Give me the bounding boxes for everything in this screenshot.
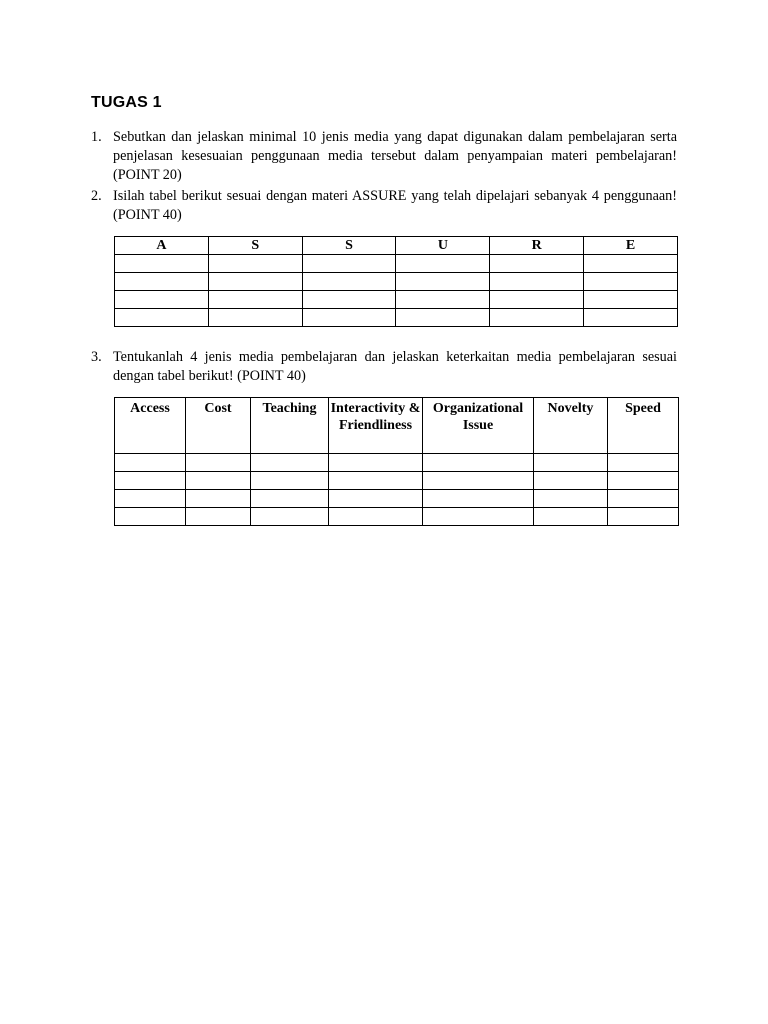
table-cell xyxy=(396,291,490,309)
table-cell xyxy=(608,490,679,508)
table-cell xyxy=(490,273,584,291)
table-cell xyxy=(115,454,186,472)
table-cell xyxy=(208,273,302,291)
column-header: Cost xyxy=(186,398,251,454)
table-cell xyxy=(115,309,209,327)
table-cell xyxy=(534,490,608,508)
table-cell xyxy=(115,508,186,526)
table-cell xyxy=(208,255,302,273)
column-header: Organizational Issue xyxy=(423,398,534,454)
actions-table xyxy=(114,397,679,526)
actions-table-body xyxy=(115,454,679,526)
table-cell xyxy=(186,454,251,472)
table-cell xyxy=(115,273,209,291)
table-cell xyxy=(302,291,396,309)
table-cell xyxy=(490,255,584,273)
table-cell xyxy=(251,454,329,472)
column-header: U xyxy=(396,237,490,255)
task-item-3 xyxy=(91,348,677,386)
table-cell xyxy=(329,472,423,490)
table-row xyxy=(115,490,679,508)
table-cell xyxy=(584,273,678,291)
table-cell xyxy=(608,454,679,472)
column-header: A xyxy=(115,237,209,255)
table-cell xyxy=(251,472,329,490)
task-number: 3. xyxy=(91,349,102,365)
table-cell xyxy=(115,490,186,508)
table-cell xyxy=(329,490,423,508)
table-row xyxy=(115,454,679,472)
table-cell xyxy=(302,255,396,273)
table-cell xyxy=(208,291,302,309)
table-cell xyxy=(490,309,584,327)
table-cell xyxy=(534,454,608,472)
table-row xyxy=(115,309,678,327)
task-number: 2. xyxy=(91,188,102,204)
column-header: S xyxy=(208,237,302,255)
table-row xyxy=(115,255,678,273)
column-header: Novelty xyxy=(534,398,608,454)
assure-table-body xyxy=(115,255,678,327)
table-cell xyxy=(186,490,251,508)
table-cell xyxy=(534,472,608,490)
table-cell xyxy=(115,472,186,490)
task-number: 1. xyxy=(91,129,102,145)
table-cell xyxy=(251,508,329,526)
table-cell xyxy=(584,255,678,273)
column-header: Speed xyxy=(608,398,679,454)
table-cell xyxy=(115,291,209,309)
table-cell xyxy=(423,508,534,526)
assure-table xyxy=(114,236,678,327)
table-cell xyxy=(251,490,329,508)
table-cell xyxy=(186,472,251,490)
table-cell xyxy=(423,454,534,472)
table-cell xyxy=(396,273,490,291)
table-cell xyxy=(302,273,396,291)
table-cell xyxy=(584,291,678,309)
table-header-row xyxy=(115,237,678,255)
task-text: Sebutkan dan jelaskan minimal 10 jenis media yang dapat digunakan dalam pembelajaran serta penjelasan kesesuaian penggunaan media tersebut dalam penyampaian materi pembelajaran! (POINT 20) xyxy=(113,129,677,183)
task-text: Isilah tabel berikut sesuai dengan materi ASSURE yang telah dipelajari sebanyak 4 penggunaan! (POINT 40) xyxy=(113,188,677,223)
table-cell xyxy=(490,291,584,309)
table-row xyxy=(115,508,679,526)
table-cell xyxy=(396,255,490,273)
table-cell xyxy=(186,508,251,526)
column-header: E xyxy=(584,237,678,255)
table-cell xyxy=(302,309,396,327)
table-row xyxy=(115,273,678,291)
column-header: S xyxy=(302,237,396,255)
table-header-row xyxy=(115,398,679,454)
table-cell xyxy=(396,309,490,327)
document-title: TUGAS 1 xyxy=(91,94,162,111)
table-cell xyxy=(608,508,679,526)
task-item-2 xyxy=(91,187,677,225)
task-text: Tentukanlah 4 jenis media pembelajaran dan jelaskan keterkaitan media pembelajaran sesuai dengan tabel berikut! (POINT 40) xyxy=(113,349,677,384)
column-header: R xyxy=(490,237,584,255)
column-header: Interactivity & Friendliness xyxy=(329,398,423,454)
table-row xyxy=(115,291,678,309)
table-cell xyxy=(534,508,608,526)
table-cell xyxy=(423,472,534,490)
table-cell xyxy=(115,255,209,273)
table-cell xyxy=(423,490,534,508)
column-header: Access xyxy=(115,398,186,454)
table-cell xyxy=(584,309,678,327)
table-cell xyxy=(608,472,679,490)
table-cell xyxy=(208,309,302,327)
column-header: Teaching xyxy=(251,398,329,454)
table-row xyxy=(115,472,679,490)
table-cell xyxy=(329,454,423,472)
table-cell xyxy=(329,508,423,526)
task-item-1 xyxy=(91,128,677,185)
